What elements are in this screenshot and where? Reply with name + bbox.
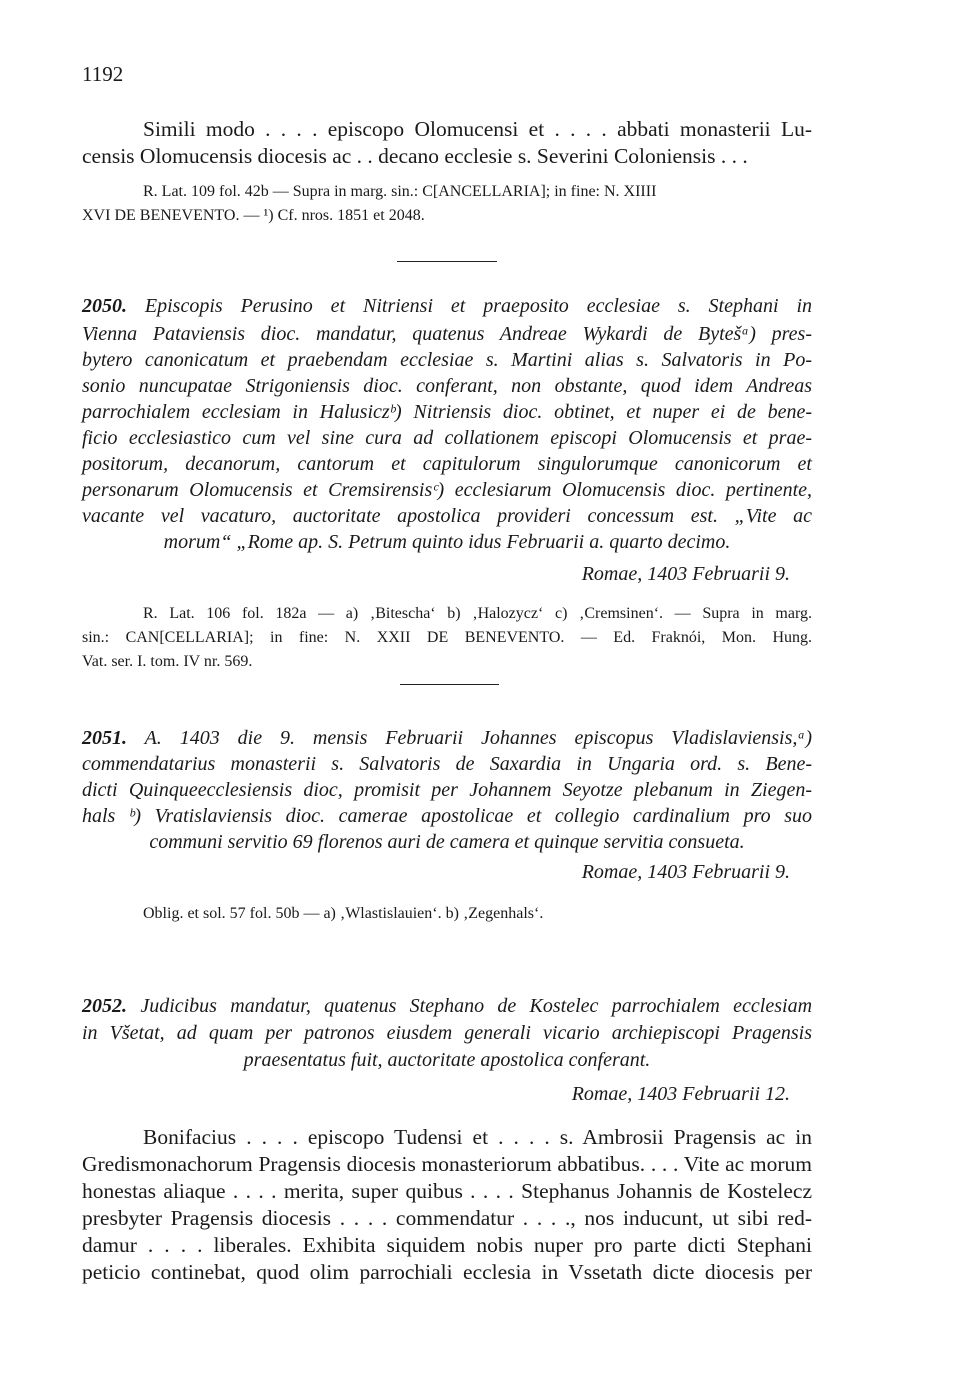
entry-2050-note: Vat. ser. I. tom. IV nr. 569.	[82, 653, 253, 670]
entry-2050-line: personarum Olomucensis et Cremsirensisᶜ) ecclesiarum Olomucensis dioc. pertinente,	[82, 479, 812, 501]
entry-2052-body: peticio continebat, quod olim parrochiali ecclesia in Vssetath dicte diocesis per	[82, 1260, 812, 1284]
entry-2050-line: bytero canonicatum et praebendam ecclesiae s. Martini alias s. Salvatoris in Po-	[82, 349, 812, 371]
entry-2052-body: honestas aliaque . . . . merita, super quibus . . . . Stephanus Johannis de Kostelecz	[82, 1179, 812, 1203]
prev-note-2: XVI DE BENEVENTO. — ¹) Cf. nros. 1851 et 2048.	[82, 207, 425, 224]
entry-2050-line: positorum, decanorum, cantorum et capitulorum singulorumque canonicorum et	[82, 453, 812, 475]
entry-2051-line: communi servitio 69 florenos auri de camera et quinque servitia consueta.	[149, 831, 745, 853]
entry-2052-body: Gredismonachorum Pragensis diocesis monasteriorum abbatibus. . . . Vite ac morum	[82, 1152, 812, 1176]
entry-2050-note: sin.: CAN[CELLARIA]; in fine: N. XXII DE BENEVENTO. — Ed. Fraknói, Mon. Hung.	[82, 629, 812, 646]
entry-text: Judicibus mandatur, quatenus Stephano de Kostelec parrochialem ecclesiam	[140, 995, 813, 1017]
entry-2051-note: Oblig. et sol. 57 fol. 50b — a) ‚Wlastislauien‘. b) ‚Zegenhals‘.	[143, 905, 544, 922]
entry-2050-note: R. Lat. 106 fol. 182a — a) ‚Bitescha‘ b) ‚Halozycz‘ c) ‚Cremsinen‘. — Supra in marg.	[143, 605, 812, 622]
entry-number: 2052.	[82, 995, 127, 1017]
entry-2052-line-1	[82, 995, 812, 1018]
entry-number: 2051.	[82, 727, 127, 749]
separator-rule	[400, 684, 499, 685]
entry-2050-line: parrochialem ecclesiam in Halusiczᵇ) Nitriensis dioc. obtinet, et nuper ei de bene-	[82, 401, 812, 423]
entry-2052-line: in Všetat, ad quam per patronos eiusdem generali vicario archiepiscopi Pragensis	[82, 1022, 812, 1044]
entry-2050-line: ficio ecclesiastico cum vel sine cura ad collationem episcopi Olomucensis et prae-	[82, 427, 812, 449]
entry-2050-line: sonio nuncupatae Strigoniensis dioc. conferant, non obstante, quod idem Andreas	[82, 375, 812, 397]
entry-2052-body: Bonifacius . . . . episcopo Tudensi et . . . . s. Ambrosii Pragensis ac in	[143, 1125, 812, 1149]
entry-2051-line: commendatarius monasterii s. Salvatoris de Saxardia in Ungaria ord. s. Bene-	[82, 753, 812, 775]
entry-2052-date: Romae, 1403 Februarii 12.	[571, 1083, 790, 1105]
entry-2051-line-1	[82, 727, 812, 750]
entry-2052-body: presbyter Pragensis diocesis . . . . commendatur . . . ., nos inducunt, ut sibi red-	[82, 1206, 812, 1230]
entry-2052-line: praesentatus fuit, auctoritate apostolica conferant.	[243, 1049, 651, 1071]
entry-2052-body: damur . . . . liberales. Exhibita siquidem nobis nuper pro parte dicti Stephani	[82, 1233, 812, 1257]
entry-text: Episcopis Perusino et Nitriensi et praeposito ecclesiae s. Stephani in	[144, 295, 812, 317]
prev-line-1: Simili modo . . . . episcopo Olomucensi et . . . . abbati monasterii Lu-	[143, 117, 812, 141]
entry-2051-date: Romae, 1403 Februarii 9.	[581, 861, 790, 883]
entry-2051-line: dicti Quinqueecclesiensis dioc, promisit per Johannem Seyotze plebanum in Ziegen-	[82, 779, 812, 801]
entry-number: 2050.	[82, 295, 127, 317]
page-number: 1192	[82, 62, 124, 86]
entry-2050-line: morum“ „Rome ap. S. Petrum quinto idus Februarii a. quarto decimo.	[163, 531, 731, 553]
prev-line-2: censis Olomucensis diocesis ac . . decano ecclesie s. Severini Coloniensis . . .	[82, 144, 748, 168]
entry-2050-date: Romae, 1403 Februarii 9.	[581, 563, 790, 585]
entry-2050-line: vacante vel vacaturo, auctoritate apostolica provideri concessum est. „Vite ac	[82, 505, 812, 527]
separator-rule	[397, 261, 497, 262]
entry-2051-line: hals ᵇ) Vratislaviensis dioc. camerae apostolicae et collegio cardinalium pro suo	[82, 805, 812, 827]
prev-note-1: R. Lat. 109 fol. 42b — Supra in marg. sin.: C[ANCELLARIA]; in fine: N. XIIII	[143, 183, 657, 200]
entry-2050-line: Vienna Pataviensis dioc. mandatur, quatenus Andreae Wykardi de Bytešᵃ) pres-	[82, 323, 812, 345]
entry-2050-line-1	[82, 295, 812, 318]
entry-text: A. 1403 die 9. mensis Februarii Johannes episcopus Vladislaviensis,ᵃ)	[144, 727, 813, 749]
